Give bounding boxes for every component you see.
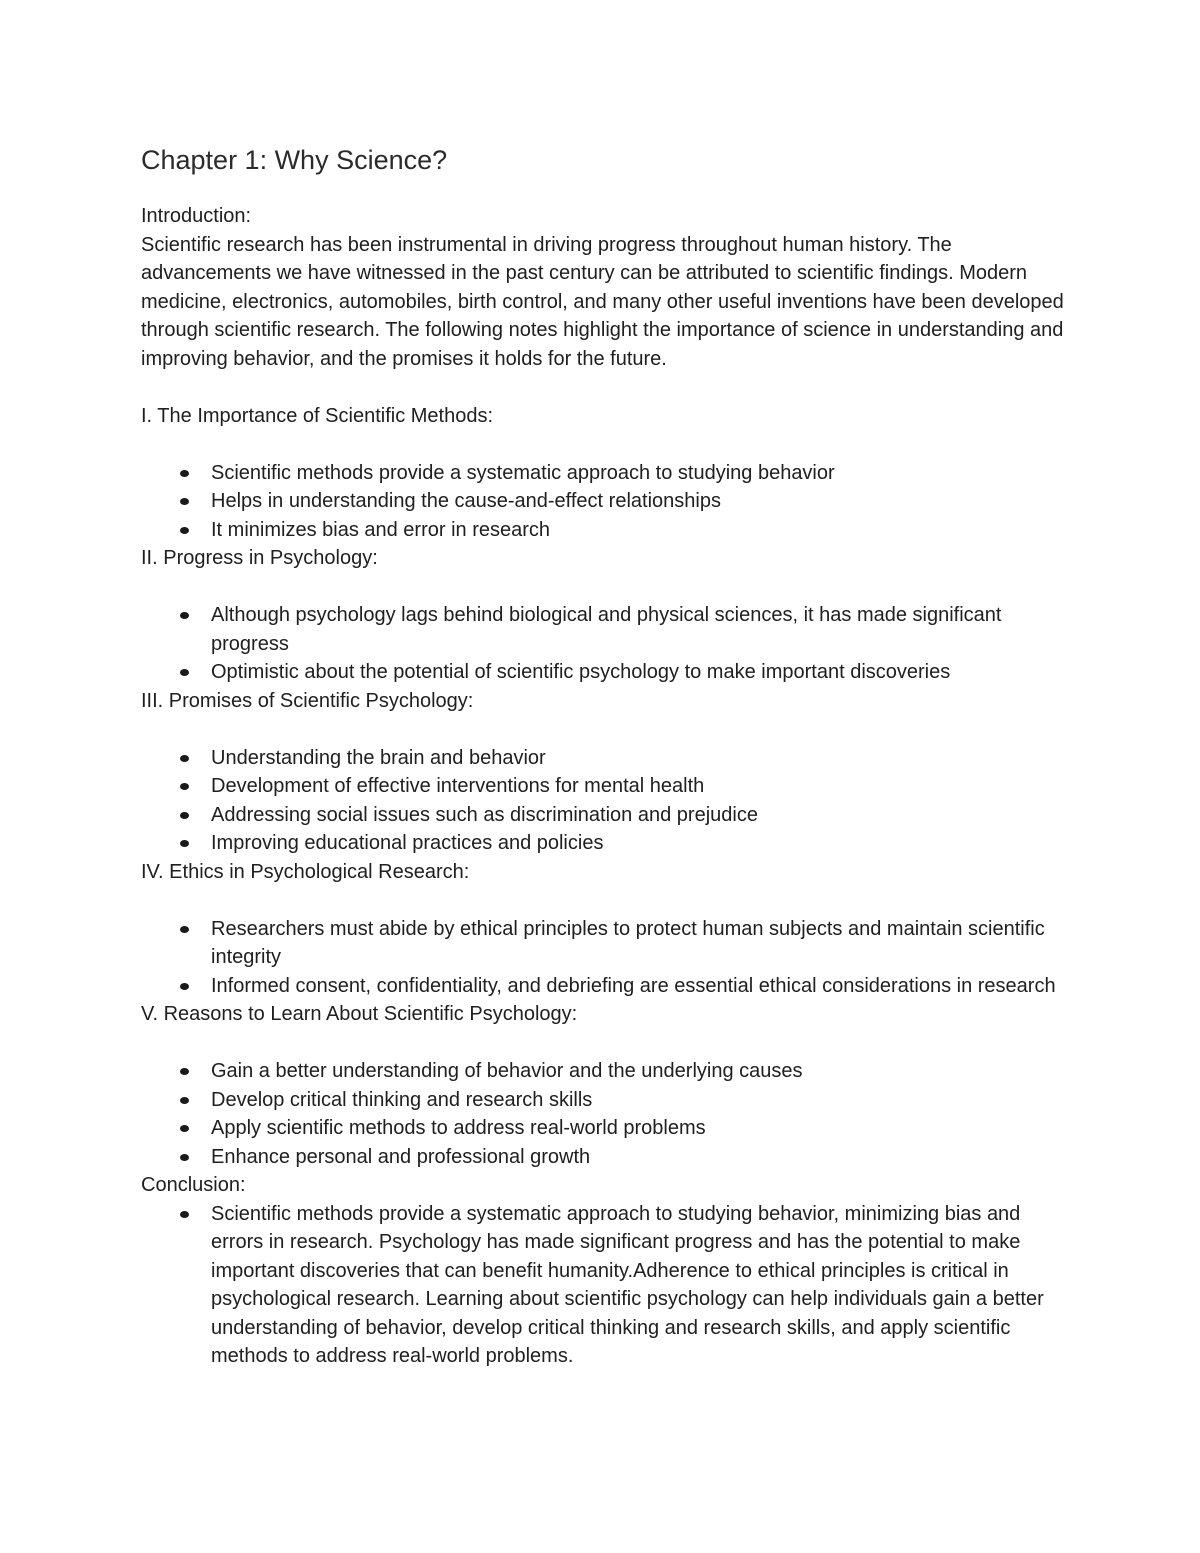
- bullet-list: [141, 1200, 1066, 1371]
- list-item: [211, 459, 1066, 488]
- list-item: [211, 1057, 1066, 1086]
- bullet-icon: [180, 783, 189, 790]
- list-item: [211, 1114, 1066, 1143]
- list-item-text: Helps in understanding the cause-and-effect relationships: [211, 490, 721, 512]
- list-item: [211, 1143, 1066, 1172]
- bullet-list: [141, 744, 1066, 858]
- document-page: [141, 138, 1066, 1371]
- bullet-icon: [180, 1068, 189, 1075]
- bullet-list: [141, 1057, 1066, 1171]
- list-item-text: Development of effective interventions for mental health: [211, 775, 705, 797]
- introduction-label: Introduction:: [141, 205, 252, 227]
- list-item-text: It minimizes bias and error in research: [211, 518, 551, 541]
- list-item: [211, 1086, 1066, 1115]
- list-item-text: Gain a better understanding of behavior and the underlying causes: [211, 1060, 803, 1082]
- list-item: [211, 487, 1066, 516]
- introduction-body: Scientific research has been instrumental in driving progress throughout human history. The advancements we have witnessed in the past century can be attributed to scientific findings. Modern medicine, electronics, automobiles, birth control, and many other useful inventions have been developed through scientific research. The following notes highlight the importance of science in understanding and improving behavior, and the promises it holds for the future.: [141, 233, 1064, 370]
- list-item-text: Optimistic about the potential of scientific psychology to make important discoveries: [211, 661, 951, 683]
- list-item-text: Informed consent, confidentiality, and debriefing are essential ethical considerations in research: [211, 974, 1056, 997]
- document-title: Chapter 1: Why Science?: [141, 145, 448, 175]
- bullet-icon: [180, 1097, 189, 1104]
- list-item-text: Improving educational practices and policies: [211, 832, 604, 854]
- list-item: [211, 1200, 1066, 1371]
- list-item-text: Scientific methods provide a systematic approach to studying behavior: [211, 461, 835, 484]
- list-item: [211, 744, 1066, 773]
- section-heading: IV. Ethics in Psychological Research:: [141, 860, 470, 883]
- bullet-icon: [180, 1211, 189, 1218]
- list-item-text: Understanding the brain and behavior: [211, 746, 546, 769]
- bullet-icon: [180, 840, 189, 847]
- list-item: [211, 972, 1066, 1001]
- bullet-icon: [180, 669, 189, 676]
- bullet-icon: [180, 612, 189, 619]
- list-item-text: Addressing social issues such as discrimination and prejudice: [211, 803, 758, 826]
- section-heading: II. Progress in Psychology:: [141, 547, 378, 569]
- list-item: [211, 915, 1066, 972]
- list-item-text: Develop critical thinking and research skills: [211, 1088, 593, 1111]
- list-item-text: Scientific methods provide a systematic approach to studying behavior, minimizing bias and errors in research. Psychology has made significant progress and has the potential to make important discoveries that can benefit humanity.Adherence to ethical principles is critical in psychological research. Learning about scientific psychology can help individuals gain a better understanding of behavior, develop critical thinking and research skills, and apply scientific methods to address real-world problems.: [211, 1202, 1044, 1367]
- list-item: [211, 772, 1066, 801]
- bullet-icon: [180, 926, 189, 933]
- bullet-icon: [180, 812, 189, 819]
- bullet-icon: [180, 755, 189, 762]
- list-item-text: Researchers must abide by ethical principles to protect human subjects and maintain scientific integrity: [211, 917, 1045, 968]
- list-item: [211, 801, 1066, 830]
- bullet-icon: [180, 527, 189, 534]
- list-item-text: Apply scientific methods to address real-world problems: [211, 1117, 706, 1139]
- bullet-icon: [180, 1125, 189, 1132]
- bullet-icon: [180, 470, 189, 477]
- list-item: [211, 516, 1066, 545]
- bullet-icon: [180, 498, 189, 505]
- bullet-icon: [180, 983, 189, 990]
- list-item: [211, 658, 1066, 687]
- conclusion-label: Conclusion:: [141, 1174, 246, 1196]
- bullet-icon: [180, 1154, 189, 1161]
- bullet-list: [141, 915, 1066, 1001]
- section-heading: I. The Importance of Scientific Methods:: [141, 404, 494, 427]
- list-item: [211, 829, 1066, 858]
- section-heading: V. Reasons to Learn About Scientific Psychology:: [141, 1003, 578, 1025]
- section-heading: III. Promises of Scientific Psychology:: [141, 689, 474, 712]
- bullet-list: [141, 601, 1066, 687]
- list-item-text: Enhance personal and professional growth: [211, 1145, 591, 1168]
- list-item-text: Although psychology lags behind biological and physical sciences, it has made significant progress: [211, 604, 1002, 655]
- list-item: [211, 601, 1066, 658]
- bullet-list: [141, 459, 1066, 545]
